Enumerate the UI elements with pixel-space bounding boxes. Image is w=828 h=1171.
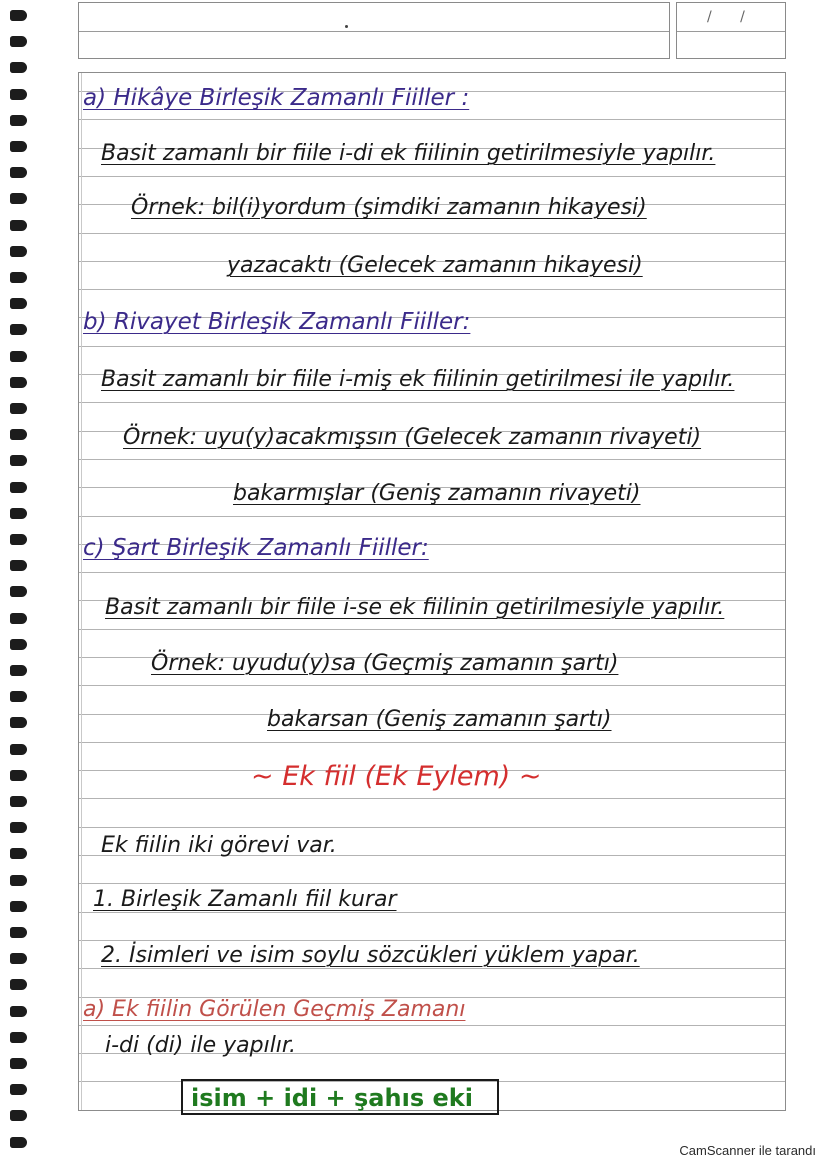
formula-text: isim + idi + şahıs eki — [191, 1084, 473, 1112]
line-d3: 2. İsimleri ve isim soylu sözcükleri yüklem yapar. — [101, 943, 640, 968]
ruled-line — [79, 685, 785, 686]
spiral-hole — [10, 979, 27, 990]
ruled-line — [79, 629, 785, 630]
spiral-hole — [10, 875, 27, 886]
spiral-hole — [10, 691, 27, 702]
spiral-hole — [10, 639, 27, 650]
spiral-hole — [10, 351, 27, 362]
spiral-hole — [10, 10, 27, 21]
spiral-hole — [10, 89, 27, 100]
spiral-hole — [10, 377, 27, 388]
line-b2: Örnek: uyu(y)acakmışsın (Gelecek zamanın rivayeti) — [123, 425, 702, 450]
spiral-binding — [0, 0, 36, 1171]
spiral-hole — [10, 717, 27, 728]
heading-rivayet: b) Rivayet Birleşik Zamanlı Fiiller: — [83, 309, 471, 335]
spiral-hole — [10, 324, 27, 335]
ruled-line — [79, 346, 785, 347]
spiral-hole — [10, 193, 27, 204]
ruled-line — [79, 402, 785, 403]
spiral-hole — [10, 272, 27, 283]
spiral-hole — [10, 246, 27, 257]
title-box — [78, 2, 670, 59]
spiral-hole — [10, 220, 27, 231]
spiral-hole — [10, 1032, 27, 1043]
spiral-hole — [10, 1110, 27, 1121]
spiral-hole — [10, 141, 27, 152]
line-c3: bakarsan (Geniş zamanın şartı) — [267, 707, 612, 732]
spiral-hole — [10, 744, 27, 755]
ruled-line — [79, 233, 785, 234]
spiral-hole — [10, 298, 27, 309]
ruled-line — [79, 176, 785, 177]
line-c1: Basit zamanlı bir fiile i-se ek fiilinin getirilmesiyle yapılır. — [105, 595, 725, 620]
spiral-hole — [10, 1084, 27, 1095]
heading-sart: c) Şart Birleşik Zamanlı Fiiller: — [83, 535, 429, 561]
spiral-hole — [10, 1137, 27, 1148]
ruled-line — [79, 742, 785, 743]
ruled-line — [79, 572, 785, 573]
ruled-line — [79, 119, 785, 120]
section-title-ek-fiil: ~ Ek fiil (Ek Eylem) ~ — [251, 761, 542, 792]
spiral-hole — [10, 482, 27, 493]
date-mark: / / — [707, 9, 757, 25]
heading-hikaye: a) Hikâye Birleşik Zamanlı Fiiller : — [83, 85, 470, 111]
spiral-hole — [10, 403, 27, 414]
spiral-hole — [10, 1058, 27, 1069]
spiral-hole — [10, 508, 27, 519]
line-e1: i-di (di) ile yapılır. — [105, 1033, 296, 1058]
spiral-hole — [10, 927, 27, 938]
line-a3: yazacaktı (Gelecek zamanın hikayesi) — [227, 253, 643, 278]
spiral-hole — [10, 560, 27, 571]
spiral-hole — [10, 1006, 27, 1017]
spiral-hole — [10, 613, 27, 624]
spiral-hole — [10, 115, 27, 126]
line-d1: Ek fiilin iki görevi var. — [101, 833, 337, 858]
spiral-hole — [10, 167, 27, 178]
spiral-hole — [10, 534, 27, 545]
line-b1: Basit zamanlı bir fiile i-miş ek fiilinin getirilmesi ile yapılır. — [101, 367, 735, 392]
spiral-hole — [10, 901, 27, 912]
spiral-hole — [10, 665, 27, 676]
ruled-line — [79, 940, 785, 941]
spiral-hole — [10, 455, 27, 466]
line-a1: Basit zamanlı bir fiile i-di ek fiilinin getirilmesiyle yapılır. — [101, 141, 716, 166]
notebook-page — [78, 72, 786, 1111]
formula-box — [181, 1079, 499, 1115]
spiral-hole — [10, 796, 27, 807]
spiral-hole — [10, 953, 27, 964]
spiral-hole — [10, 429, 27, 440]
ruled-line — [79, 827, 785, 828]
line-c2: Örnek: uyudu(y)sa (Geçmiş zamanın şartı) — [151, 651, 619, 676]
line-a2: Örnek: bil(i)yordum (şimdiki zamanın hikayesi) — [131, 195, 647, 220]
spiral-hole — [10, 586, 27, 597]
line-d2: 1. Birleşik Zamanlı fiil kurar — [93, 887, 397, 912]
ruled-line — [79, 912, 785, 913]
ruled-line — [79, 516, 785, 517]
ruled-line — [79, 883, 785, 884]
spiral-hole — [10, 62, 27, 73]
ruled-line — [79, 1025, 785, 1026]
ruled-line — [79, 968, 785, 969]
ruled-line — [79, 289, 785, 290]
spiral-hole — [10, 822, 27, 833]
spiral-hole — [10, 36, 27, 47]
heading-gorulen-gecmis: a) Ek fiilin Görülen Geçmiş Zamanı — [83, 997, 466, 1022]
ruled-line — [79, 459, 785, 460]
scanner-watermark: CamScanner ile tarandı — [679, 1143, 816, 1158]
date-box — [676, 2, 786, 59]
line-b3: bakarmışlar (Geniş zamanın rivayeti) — [233, 481, 641, 506]
ruled-line — [79, 798, 785, 799]
spiral-hole — [10, 848, 27, 859]
spiral-hole — [10, 770, 27, 781]
